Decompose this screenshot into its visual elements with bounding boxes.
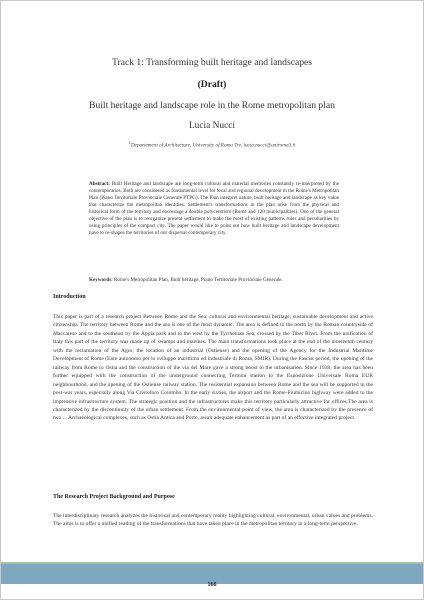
keywords-label: Keywords — [89, 277, 112, 283]
introduction-heading: Introduction — [53, 294, 86, 300]
keywords-text: : Rome's Metropolitan Plan, Built heritage, Piano Territoriale Provinciale Generale. — [111, 277, 283, 283]
footer-band — [1, 564, 423, 584]
affiliation-mark: 1 — [128, 140, 131, 145]
abstract-text: Built Heritage and landscape are long-term cultural and material memories constantly re-interpreted by the contemporaries. Both are considered as fundamental level for local and regional development in the Rome's Metropolitan Plan (Piano Territoriale Provinciale Generale PTPG). The Plan interpret nature, built heritage and landscape as key value that characterize the metropolitan identities. Settlement's transformations in the plan arise from the physical and historical form of the territory and encourage a double polycentrism (Rome and 120 municipalities). One of the general objective of the plan is to reorganize present settlement to make the most of existing patterns rules and peculiarities by using principles of the compact city. The paper would like to point out how built heritage and landscape development have to re-shapes the territories of our dispersal contemporary city. — [89, 181, 339, 237]
introduction-paragraph: This paper is part of a research project Between Rome and the Sea: cultural and environmental heritage, sustainable development and active citizenship. The territory between Rome and the sea is one of the most dynamic. The area is defined to the north by the Roman countryside of Maccarese and to the southeast by the Appia park and to the west by the Tyrrhenian Sea, crossed by the Tiber River. From the unification of Italy this part of the territory was made up of swamps and marshes. The main transformations took place at the end of the nineteenth century with the reclamation of the Agro, the location of an industrial (Ostiense) and the opening of the Agency for the Industrial Maritime Development of Rome (Ente autonomo per lo sviluppo marittimo ed industriale di Roma, SMIR). During the Fascist period, the opening of the railway from Rome to Ostia and the construction of the via del Mare gave a strong boost to the urbanisation. Since 1938, the area has been further equipped with the construction of the underground connecting Termini station to the Esposizione Universale Roma EUR neighbourhood, and the opening of the Ostiense railway station. The residential expansion between Rome and the sea will be supported in the post-war years, especially along Via Cristoforo Colombo. In the early sixties, the airport and the Rome-Fiumicino highway were added to the impressive infrastructure system. The strategic position and the infrastructures make this territory particularly attractive for offices.The area is characterized by the discontinuity of the urban settlement. From the environmental point of view, the area is characterized by the presence of two ... Archaeological complexes, such as Ostia Antica and Porto, await adequate enhancement as part of an effective integrated project. — [53, 314, 373, 422]
keywords — [89, 277, 339, 284]
draft-label: (Draft) — [197, 79, 227, 90]
author-name: Lucia Nucci — [188, 121, 236, 131]
abstract-label: Abstract: — [89, 181, 110, 187]
track-title: Track 1: Transforming built heritage and landscapes — [111, 57, 313, 68]
author-affiliation — [1, 140, 423, 149]
page-number: 166 — [207, 582, 217, 588]
abstract — [89, 181, 339, 237]
background-heading: The Research Project Background and Purpose — [53, 494, 175, 500]
affiliation-text: Departement of Architecture, University of Roma Tre, lucia.nucci@uniroma3.it — [130, 142, 296, 149]
background-paragraph: The interdisciplinary research analyzes the historical and contemporary reality highlighting cultural, environmental, urban values and problems. The aims is to offer a unified reading of the transformations that have taken place in the metropolitan territory in a long-term perspective. — [53, 513, 373, 528]
paper-title: Built heritage and landscape role in the Rome metropolitan plan — [89, 100, 335, 111]
